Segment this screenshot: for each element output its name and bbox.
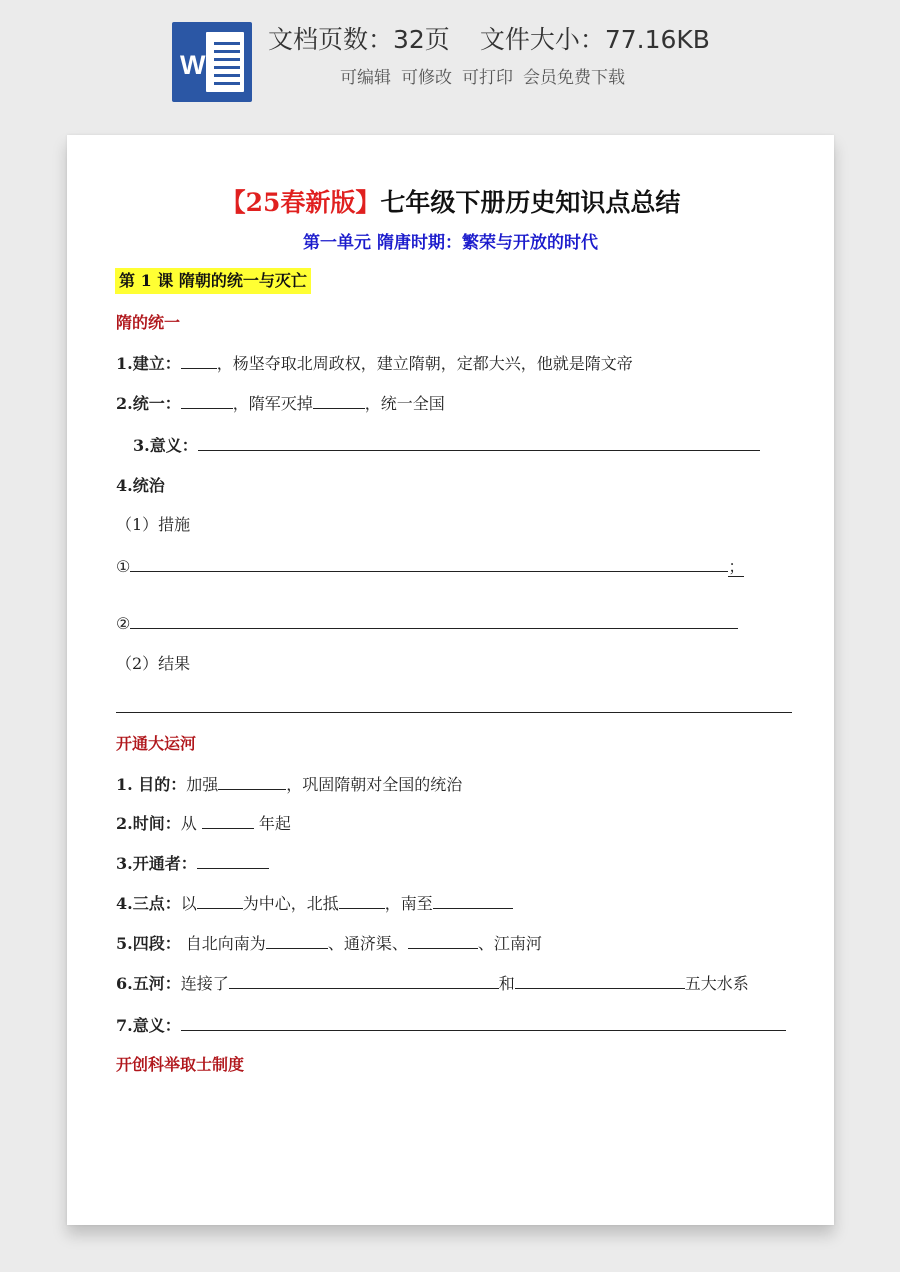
- item-rule: 4.统治: [116, 476, 165, 495]
- measure-2: ②: [116, 611, 738, 637]
- fill-blank: [181, 392, 233, 409]
- canal-time: 2.时间：从 年起: [116, 814, 291, 833]
- fill-blank: [202, 812, 254, 829]
- file-stats: [268, 20, 888, 60]
- feature-modifiable: 可修改: [401, 68, 452, 88]
- fill-blank: [339, 892, 385, 909]
- canal-five-rivers: 6.五河：连接了 和 五大水系: [116, 974, 749, 993]
- word-document-icon: [172, 22, 252, 102]
- fill-blank: [198, 434, 760, 451]
- file-size-text: 文件大小：77.16KB: [479, 25, 710, 54]
- unit-title: 第一单元 隋唐时期：繁荣与开放的时代: [303, 233, 598, 253]
- fill-blank: [515, 972, 685, 989]
- canal-builder: 3.开通者：: [116, 851, 269, 877]
- section-heading-grand-canal: 开通大运河: [116, 734, 197, 753]
- item-significance: 3.意义：: [133, 433, 760, 459]
- sub-measures: （1）措施: [116, 515, 191, 534]
- fill-blank: [197, 892, 243, 909]
- fill-blank: [433, 892, 513, 909]
- canal-purpose: 1. 目的：加强 ，巩固隋朝对全国的统治: [116, 775, 463, 794]
- fill-blank: [266, 932, 328, 949]
- section-heading-sui-unification: 隋的统一: [116, 313, 181, 332]
- answer-line: [116, 712, 792, 713]
- fill-blank: [181, 352, 217, 369]
- fill-blank: [408, 932, 478, 949]
- fill-blank: [218, 773, 286, 790]
- title-main: 七年级下册历史知识点总结: [380, 188, 681, 217]
- measure-1: ① ；: [116, 557, 745, 576]
- feature-list: [340, 64, 760, 92]
- word-letter: W: [180, 50, 206, 80]
- feature-member-download: 会员免费下载: [523, 68, 625, 88]
- fill-blank: [313, 392, 365, 409]
- item-establish: 1.建立： ，杨坚夺取北周政权，建立隋朝，定都大兴，他就是隋文帝: [116, 354, 633, 373]
- document-page: [67, 135, 834, 1225]
- canal-three-points: 4.三点：以 为中心，北抵 ，南至: [116, 891, 513, 917]
- fill-blank: [130, 612, 738, 629]
- page-count-text: 文档页数：32页: [268, 25, 450, 54]
- item-unify: 2.统一： ，隋军灭掉 ，统一全国: [116, 394, 445, 413]
- download-info-header: [0, 0, 900, 120]
- fill-blank: [229, 972, 499, 989]
- canal-four-sections: 5.四段： 自北向南为 、通济渠、 、江南河: [116, 934, 542, 953]
- section-heading-imperial-exam: 开创科举取士制度: [116, 1055, 245, 1074]
- fill-blank: [130, 555, 728, 572]
- title-edition-tag: 【25春新版】: [220, 188, 381, 217]
- sub-result: （2）结果: [116, 654, 191, 673]
- feature-editable: 可编辑: [340, 68, 391, 88]
- fill-blank: [181, 1014, 786, 1031]
- canal-significance: 7.意义：: [116, 1013, 786, 1039]
- document-title: [67, 185, 834, 221]
- lesson-title: 第 1 课 隋朝的统一与灭亡: [115, 268, 311, 294]
- fill-blank: [197, 852, 269, 869]
- feature-printable: 可打印: [462, 68, 513, 88]
